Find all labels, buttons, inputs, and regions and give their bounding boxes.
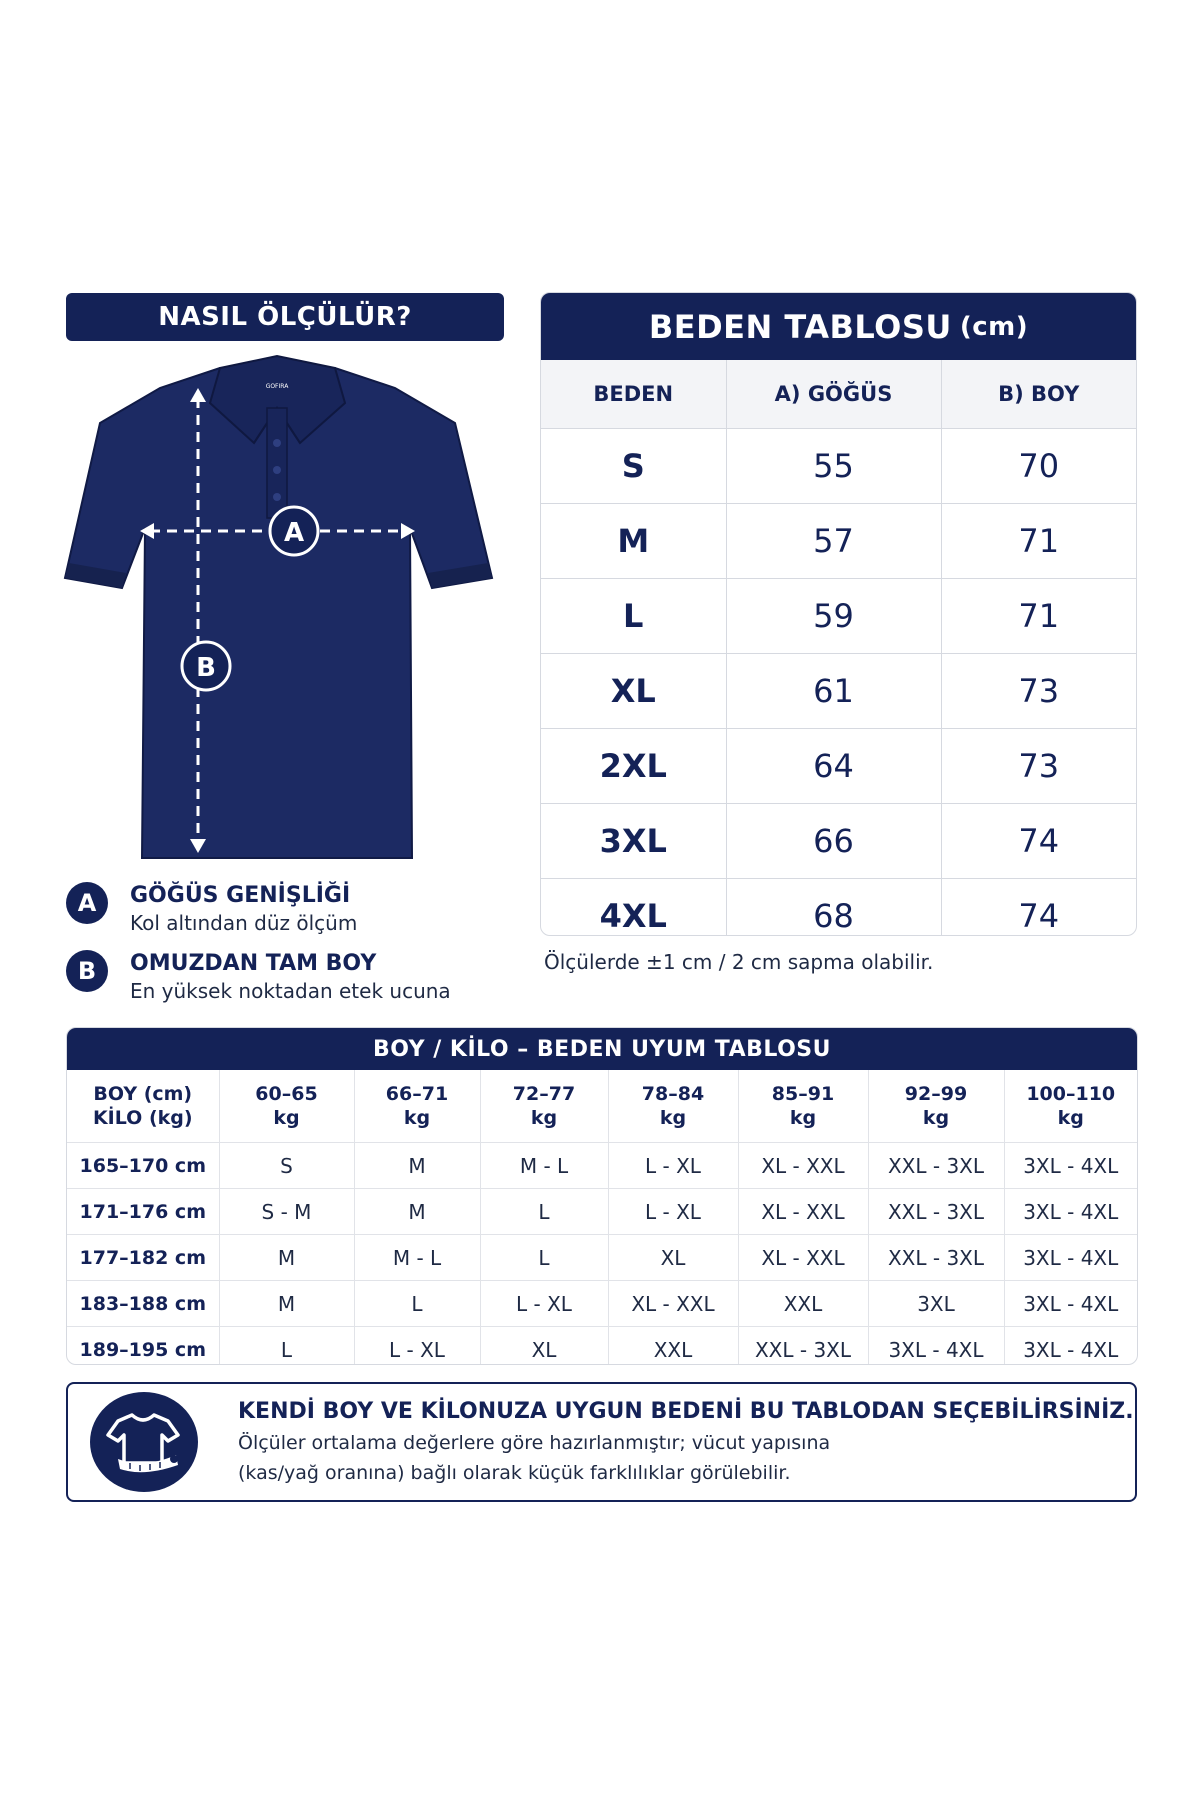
size-table-header: [541, 293, 1136, 360]
fit-row: [67, 1327, 1137, 1366]
fit-cell: XXL: [738, 1281, 868, 1327]
size-row: [541, 429, 1136, 504]
weight-column-header: 85–91 kg: [738, 1070, 868, 1143]
height-row-header: 183–188 cm: [67, 1281, 219, 1327]
weight-column-header: 72–77 kg: [480, 1070, 608, 1143]
chest-cell: 61: [726, 654, 941, 729]
legend-subtitle-length: En yüksek noktadan etek ucuna: [130, 979, 451, 1003]
info-line: Ölçüler ortalama değerlere göre hazırlanmıştır; vücut yapısına: [238, 1432, 831, 1454]
chest-cell: 55: [726, 429, 941, 504]
size-table-title: BEDEN TABLOSU: [648, 307, 952, 346]
shirt-illustration: [60, 348, 510, 868]
fit-cell: S: [219, 1143, 354, 1189]
column-header: B) BOY: [941, 360, 1136, 429]
fit-cell: L: [480, 1235, 608, 1281]
size-table-unit: (cm): [959, 311, 1029, 342]
corner-header: BOY (cm) KİLO (kg): [67, 1070, 219, 1143]
fit-cell: XXL - 3XL: [738, 1327, 868, 1366]
size-row: [541, 804, 1136, 879]
size-cell: M: [541, 504, 726, 579]
fit-row: [67, 1189, 1137, 1235]
fit-cell: M - L: [480, 1143, 608, 1189]
info-box: [66, 1382, 1137, 1502]
how-to-measure-title: NASIL ÖLÇÜLÜR?: [158, 302, 412, 332]
legend-item-chest: [66, 882, 357, 936]
how-to-measure-header: [66, 293, 504, 341]
fit-cell: L - XL: [608, 1143, 738, 1189]
fit-cell: M: [354, 1143, 480, 1189]
size-table: [540, 292, 1137, 936]
length-cell: 74: [1018, 897, 1060, 935]
info-line: (kas/yağ oranına) bağlı olarak küçük farklılıklar görülebilir.: [238, 1462, 791, 1484]
fit-cell: XXL - 3XL: [868, 1235, 1004, 1281]
fit-row: [67, 1235, 1137, 1281]
fit-cell: L - XL: [480, 1281, 608, 1327]
fit-cell: 3XL - 4XL: [1004, 1235, 1137, 1281]
polo-shirt-icon: [60, 348, 510, 868]
size-row: [541, 504, 1136, 579]
fit-table-grid: [67, 1070, 1137, 1365]
fit-cell: M: [219, 1235, 354, 1281]
size-cell: 2XL: [541, 729, 726, 804]
size-row: [541, 654, 1136, 729]
length-cell: 73: [941, 654, 1136, 729]
chest-cell: 68: [726, 879, 941, 937]
fit-table-title: BOY / KİLO – BEDEN UYUM TABLOSU: [372, 1036, 832, 1062]
fit-cell: 3XL - 4XL: [1023, 1337, 1119, 1362]
fit-cell: M: [354, 1189, 480, 1235]
size-table-header-row: [541, 360, 1136, 429]
legend-subtitle-chest: Kol altından düz ölçüm: [130, 911, 358, 935]
fit-cell: L - XL: [608, 1189, 738, 1235]
fit-cell: L: [354, 1281, 480, 1327]
fit-cell: 3XL - 4XL: [1004, 1143, 1137, 1189]
length-cell: 71: [941, 504, 1136, 579]
weight-column-header: 78–84 kg: [608, 1070, 738, 1143]
fit-cell: XL: [608, 1235, 738, 1281]
legend-title-length: OMUZDAN TAM BOY: [130, 951, 377, 976]
length-cell: 74: [941, 804, 1136, 879]
tshirt-measuring-tape-icon: [90, 1392, 198, 1492]
legend-badge-b: B: [66, 950, 108, 992]
fit-cell: 3XL - 4XL: [1004, 1189, 1137, 1235]
size-table-grid: [541, 360, 1136, 936]
fit-row: [67, 1143, 1137, 1189]
fit-cell: XXL: [608, 1327, 738, 1366]
length-cell: 70: [941, 429, 1136, 504]
height-row-header: 165–170 cm: [67, 1143, 219, 1189]
chest-cell: 59: [726, 579, 941, 654]
fit-table-header-row: [67, 1070, 1137, 1143]
shirt-brand-label: GOFIRA: [265, 383, 289, 390]
size-cell: S: [541, 429, 726, 504]
fit-cell: XL: [480, 1327, 608, 1366]
marker-b-label: B: [196, 653, 216, 683]
fit-table: [66, 1027, 1138, 1365]
fit-row: [67, 1281, 1137, 1327]
fit-cell: M - L: [354, 1235, 480, 1281]
height-row-header: 171–176 cm: [67, 1189, 219, 1235]
fit-cell: XXL - 3XL: [868, 1143, 1004, 1189]
size-cell: 4XL: [541, 879, 726, 937]
size-row: [541, 579, 1136, 654]
fit-cell: XL - XXL: [738, 1143, 868, 1189]
size-cell: L: [541, 579, 726, 654]
fit-cell: XL - XXL: [738, 1189, 868, 1235]
fit-cell: 3XL: [868, 1281, 1004, 1327]
size-cell: XL: [541, 654, 726, 729]
column-header: BEDEN: [541, 360, 726, 429]
fit-cell: 3XL - 4XL: [1004, 1281, 1137, 1327]
length-cell: 71: [941, 579, 1136, 654]
legend-item-length: [66, 950, 451, 1004]
chest-cell: 64: [726, 729, 941, 804]
fit-cell: L: [480, 1189, 608, 1235]
weight-column-header: 66–71 kg: [354, 1070, 480, 1143]
chest-cell: 66: [726, 804, 941, 879]
column-header: A) GÖĞÜS: [726, 360, 941, 429]
fit-cell: 3XL - 4XL: [868, 1327, 1004, 1366]
fit-cell: XL - XXL: [608, 1281, 738, 1327]
fit-cell: L: [219, 1327, 354, 1366]
size-cell: 3XL: [541, 804, 726, 879]
fit-cell: XXL - 3XL: [868, 1189, 1004, 1235]
fit-cell: L - XL: [354, 1327, 480, 1366]
height-row-header: 189–195 cm: [67, 1327, 219, 1366]
legend-title-chest: GÖĞÜS GENİŞLİĞİ: [130, 883, 351, 908]
chest-cell: 57: [726, 504, 941, 579]
info-title: KENDİ BOY VE KİLONUZA UYGUN BEDENİ BU TABLODAN SEÇEBİLİRSİNİZ.: [238, 1399, 1134, 1424]
fit-cell: XL - XXL: [738, 1235, 868, 1281]
size-row: [541, 729, 1136, 804]
length-cell: 73: [941, 729, 1136, 804]
legend-badge-a: A: [66, 882, 108, 924]
tolerance-note: Ölçülerde ±1 cm / 2 cm sapma olabilir.: [544, 950, 934, 974]
fit-table-header: [67, 1028, 1137, 1070]
size-row: [541, 879, 1136, 937]
weight-column-header: 100–110 kg: [1004, 1070, 1137, 1143]
height-row-header: 177–182 cm: [67, 1235, 219, 1281]
fit-cell: M: [219, 1281, 354, 1327]
weight-column-header: 92–99 kg: [868, 1070, 1004, 1143]
fit-cell: S - M: [219, 1189, 354, 1235]
weight-column-header: 60–65 kg: [219, 1070, 354, 1143]
marker-a-label: A: [283, 518, 305, 548]
